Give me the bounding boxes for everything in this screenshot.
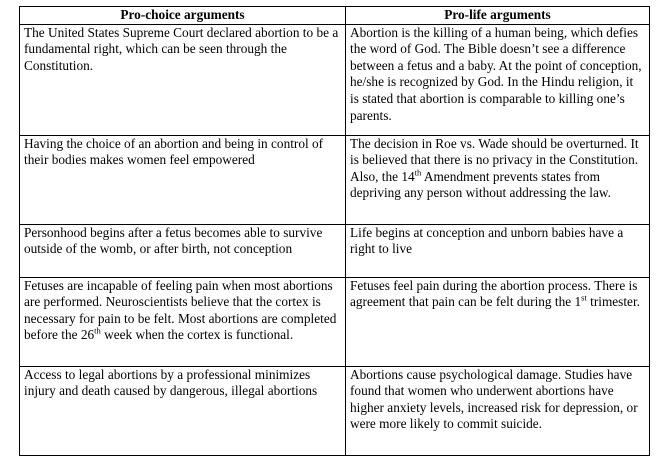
table-header-row bbox=[20, 7, 650, 25]
pro-choice-cell: Access to legal abortions by a professional minimizes injury and death caused by dangerous, illegal abortions bbox=[20, 366, 346, 455]
pro-life-cell bbox=[346, 277, 650, 366]
pro-choice-cell: The United States Supreme Court declared abortion to be a fundamental right, which can be seen through the Constitution. bbox=[20, 24, 346, 135]
header-pro-life: Pro-life arguments bbox=[346, 7, 650, 25]
cell-text: Amendment prevents states from depriving any person without addressing the law. bbox=[350, 168, 611, 201]
cell-text: Fetuses feel pain during the abortion process. There is agreement that pain can be felt during the 1 bbox=[350, 277, 638, 310]
pro-choice-cell: Personhood begins after a fetus becomes able to survive outside of the womb, or after birth, not conception bbox=[20, 224, 346, 277]
ordinal-suffix: th bbox=[94, 325, 101, 336]
table-row bbox=[20, 224, 650, 277]
header-pro-choice: Pro-choice arguments bbox=[20, 7, 346, 25]
pro-life-cell: Abortion is the killing of a human being, which defies the word of God. The Bible doesn’t see a difference between a fetus and a baby. At the point of conception, he/she is recognized by God. In the Hindu religion, it is stated that abortion is comparable to killing one’s parents. bbox=[346, 24, 650, 135]
pro-life-cell bbox=[346, 135, 650, 224]
table-row bbox=[20, 135, 650, 224]
pro-choice-cell: Having the choice of an abortion and being in control of their bodies makes women feel empowered bbox=[20, 135, 346, 224]
table-row bbox=[20, 24, 650, 135]
cell-text: The decision in Roe vs. Wade should be overturned. It is believed that there is no privacy in the Constitution. Also, the 14 bbox=[350, 135, 639, 184]
arguments-table bbox=[19, 6, 650, 456]
table-row bbox=[20, 366, 650, 455]
pro-choice-cell bbox=[20, 277, 346, 366]
ordinal-suffix: st bbox=[581, 292, 587, 303]
table-row bbox=[20, 277, 650, 366]
cell-text: week when the cortex is functional. bbox=[100, 327, 294, 343]
arguments-table-container bbox=[19, 6, 650, 456]
pro-life-cell: Abortions cause psychological damage. Studies have found that women who underwent abortions have higher anxiety levels, increased risk for depression, or were more likely to commit suicide. bbox=[346, 366, 650, 455]
cell-text: trimester. bbox=[586, 294, 640, 310]
cell-text: Fetuses are incapable of feeling pain when most abortions are performed. Neuroscientists believe that the cortex is necessary for pain to be felt. Most abortions are completed before the 26 bbox=[24, 277, 337, 343]
ordinal-suffix: th bbox=[414, 167, 422, 178]
pro-life-cell: Life begins at conception and unborn babies have a right to live bbox=[346, 224, 650, 277]
